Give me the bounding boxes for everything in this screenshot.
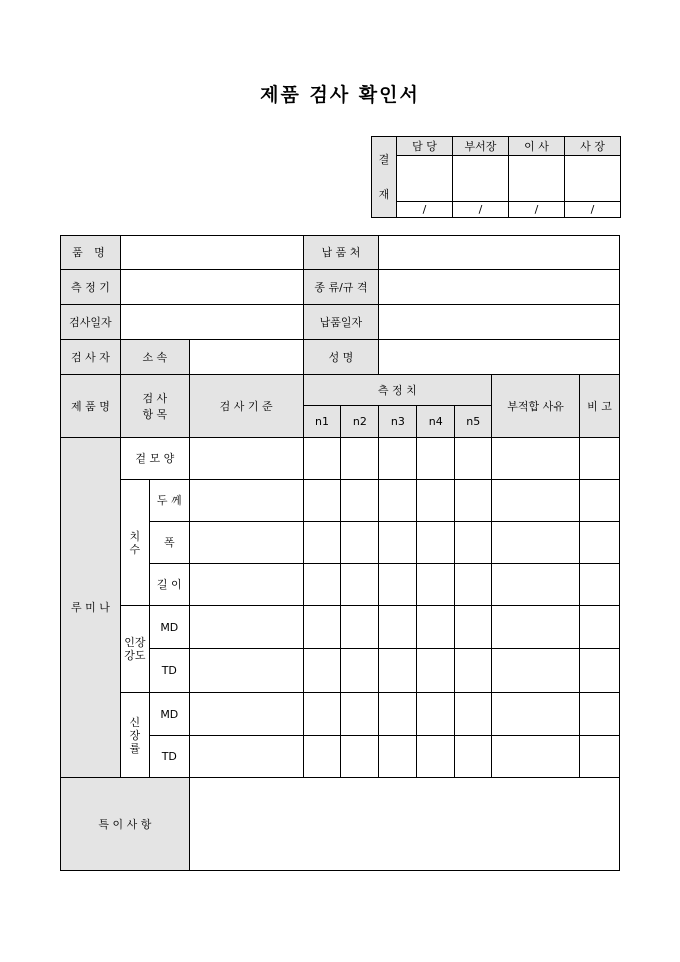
item-elongation-md: MD [149,693,189,736]
header-standard: 검 사 기 준 [189,375,303,438]
label-inspect-date: 검사일자 [61,305,121,340]
role-president: 사 장 [565,137,621,156]
item-tensile-md: MD [149,606,189,649]
item-dimension-line1: 치 [129,529,141,543]
cell[interactable] [341,438,379,480]
sign-cell[interactable] [453,156,509,202]
cell[interactable] [579,564,619,606]
item-length: 길 이 [149,564,189,606]
cell[interactable] [379,564,417,606]
header-n1: n1 [303,406,341,438]
label-inspector: 검 사 자 [61,340,121,375]
field-inspect-date[interactable] [120,305,303,340]
label-delivery-date: 납품일자 [303,305,379,340]
cell[interactable] [492,564,580,606]
cell[interactable] [379,693,417,736]
cell[interactable] [492,522,580,564]
inspection-table [60,235,620,871]
cell[interactable] [455,438,492,480]
sign-date[interactable]: / [453,202,509,218]
item-tensile-line2: 강도 [124,649,146,662]
cell[interactable] [417,564,455,606]
item-tensile [120,606,149,693]
cell[interactable] [379,606,417,649]
item-width: 폭 [149,522,189,564]
header-measure: 측 정 치 [303,375,492,406]
cell[interactable] [379,736,417,778]
cell[interactable] [455,564,492,606]
cell[interactable] [189,649,303,693]
field-type-spec[interactable] [379,270,620,305]
field-special-notes[interactable] [189,778,619,871]
cell[interactable] [379,649,417,693]
cell[interactable] [303,522,341,564]
cell[interactable] [579,736,619,778]
cell[interactable] [455,693,492,736]
role-dept-head: 부서장 [453,137,509,156]
cell[interactable] [417,649,455,693]
field-inspector-name[interactable] [379,340,620,375]
header-reason: 부적합 사유 [492,375,580,438]
product-name-cell: 루 미 나 [61,438,121,778]
cell[interactable] [579,606,619,649]
header-item-line2: 항 목 [142,407,168,421]
header-n3: n3 [379,406,417,438]
cell[interactable] [189,736,303,778]
cell[interactable] [303,438,341,480]
item-elongation-td: TD [149,736,189,778]
cell[interactable] [303,736,341,778]
item-elongation-line3: 률 [129,741,141,755]
cell[interactable] [341,522,379,564]
cell[interactable] [303,564,341,606]
cell[interactable] [417,736,455,778]
cell[interactable] [455,649,492,693]
sign-date[interactable]: / [565,202,621,218]
cell[interactable] [303,606,341,649]
approval-side-top: 결 [378,153,390,166]
sign-cell[interactable] [397,156,453,202]
field-instrument[interactable] [120,270,303,305]
field-affiliation[interactable] [189,340,303,375]
document-title: 제품 검사 확인서 [260,84,420,106]
header-n4: n4 [417,406,455,438]
header-n2: n2 [341,406,379,438]
cell[interactable] [341,606,379,649]
item-elongation-line2: 장 [129,728,141,742]
label-type-spec: 종 류/규 격 [303,270,379,305]
cell[interactable] [455,736,492,778]
label-special-notes: 특 이 사 항 [61,778,190,871]
cell[interactable] [492,480,580,522]
cell[interactable] [579,438,619,480]
field-delivery-to[interactable] [379,236,620,270]
cell[interactable] [303,480,341,522]
item-dimension-line2: 수 [129,542,141,556]
item-elongation-line1: 신 [129,715,141,729]
role-manager: 담 당 [397,137,453,156]
cell[interactable] [417,522,455,564]
label-product-name: 품 명 [61,236,121,270]
sign-cell[interactable] [509,156,565,202]
cell[interactable] [455,522,492,564]
item-thickness: 두 께 [149,480,189,522]
approval-side-label [372,137,397,218]
cell[interactable] [303,649,341,693]
cell[interactable] [492,693,580,736]
label-instrument: 측 정 기 [61,270,121,305]
cell[interactable] [379,438,417,480]
cell[interactable] [189,564,303,606]
item-elongation [120,693,149,778]
cell[interactable] [492,606,580,649]
item-tensile-line1: 인장 [124,636,146,649]
cell[interactable] [492,438,580,480]
cell[interactable] [303,693,341,736]
cell[interactable] [189,480,303,522]
cell[interactable] [417,438,455,480]
cell[interactable] [189,522,303,564]
approval-box [371,136,621,218]
cell[interactable] [341,736,379,778]
header-item-line1: 검 사 [142,391,168,405]
header-item [120,375,189,438]
cell[interactable] [417,606,455,649]
cell[interactable] [189,606,303,649]
header-remarks: 비 고 [579,375,619,438]
cell[interactable] [455,606,492,649]
cell[interactable] [492,736,580,778]
field-product-name[interactable] [120,236,303,270]
item-appearance: 겉 모 양 [120,438,189,480]
cell[interactable] [341,693,379,736]
cell[interactable] [579,480,619,522]
cell[interactable] [379,522,417,564]
cell[interactable] [492,649,580,693]
label-delivery-to: 납 품 처 [303,236,379,270]
item-dimension [120,480,149,606]
cell[interactable] [455,480,492,522]
cell[interactable] [189,693,303,736]
sign-cell[interactable] [565,156,621,202]
header-n5: n5 [455,406,492,438]
approval-side-bottom: 재 [378,188,390,201]
cell[interactable] [341,564,379,606]
cell[interactable] [379,480,417,522]
cell[interactable] [341,480,379,522]
cell[interactable] [189,438,303,480]
label-inspector-name: 성 명 [303,340,379,375]
cell[interactable] [341,649,379,693]
label-affiliation: 소 속 [120,340,189,375]
cell[interactable] [579,693,619,736]
field-delivery-date[interactable] [379,305,620,340]
cell[interactable] [579,522,619,564]
header-product: 제 품 명 [61,375,121,438]
cell[interactable] [417,480,455,522]
cell[interactable] [579,649,619,693]
cell[interactable] [417,693,455,736]
role-director: 이 사 [509,137,565,156]
item-tensile-td: TD [149,649,189,693]
sign-date[interactable]: / [397,202,453,218]
sign-date[interactable]: / [509,202,565,218]
